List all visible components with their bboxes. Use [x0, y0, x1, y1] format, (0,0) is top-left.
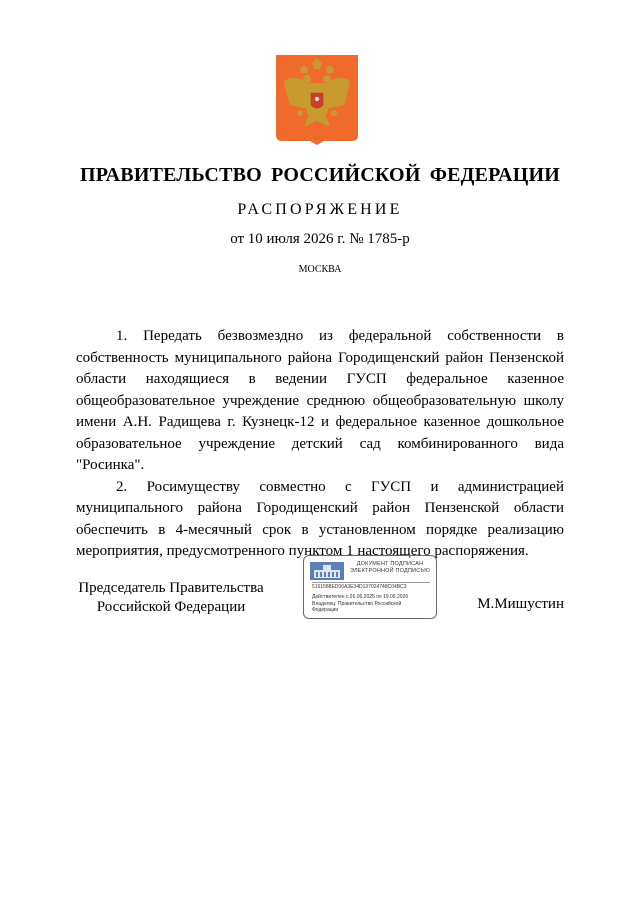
signatory-name: М.Мишустин: [477, 596, 564, 612]
order-paragraph-1: 1. Передать безвозмездно из федеральной собственности в собственность муниципального района Городищенский район Пензенской области находящиеся в ведении ГУСП федеральное казенное общеобразовательное учреждение среднюю общеобразовательную школу имени А.Н. Радищева г. Кузнецк-12 и федеральное казенное дошкольное образовательное учреждение детский сад комбинированного вида "Росинка".: [76, 328, 564, 473]
government-building-icon: [310, 562, 344, 580]
signatory-title: Председатель Правительства Российской Федерации: [78, 580, 264, 615]
order-paragraph-2: 2. Росимуществу совместно с ГУСП и администрацией муниципального района Городищенский район Пензенской области обеспечить в 4-месячный срок в установленном порядке реализацию мероприятия, предусмотренного пунктом 1 настоящего распоряжения.: [76, 478, 564, 559]
order-body: [76, 326, 564, 563]
document-type: РАСПОРЯЖЕНИЕ: [237, 201, 403, 218]
electronic-signature-stamp: [303, 555, 437, 619]
document-city: МОСКВА: [298, 264, 342, 275]
government-title: ПРАВИТЕЛЬСТВО РОССИЙСКОЙ ФЕДЕРАЦИИ: [80, 164, 560, 186]
document-date-number: от 10 июля 2026 г. № 1785-р: [230, 231, 410, 247]
stamp-divider: [312, 582, 430, 583]
stamp-heading: ДОКУМЕНТ ПОДПИСАН ЭЛЕКТРОННОЙ ПОДПИСЬЮ: [349, 561, 431, 574]
certificate-serial: 5161588ED06A3E34D137024748C04BC3: [312, 584, 407, 590]
certificate-owner: Владелец: Правительство Российской Федерации: [312, 601, 402, 613]
coat-of-arms-emblem: [276, 55, 358, 145]
certificate-validity: Действителен с 26.06.2025 по 19.09.2026: [312, 594, 409, 600]
